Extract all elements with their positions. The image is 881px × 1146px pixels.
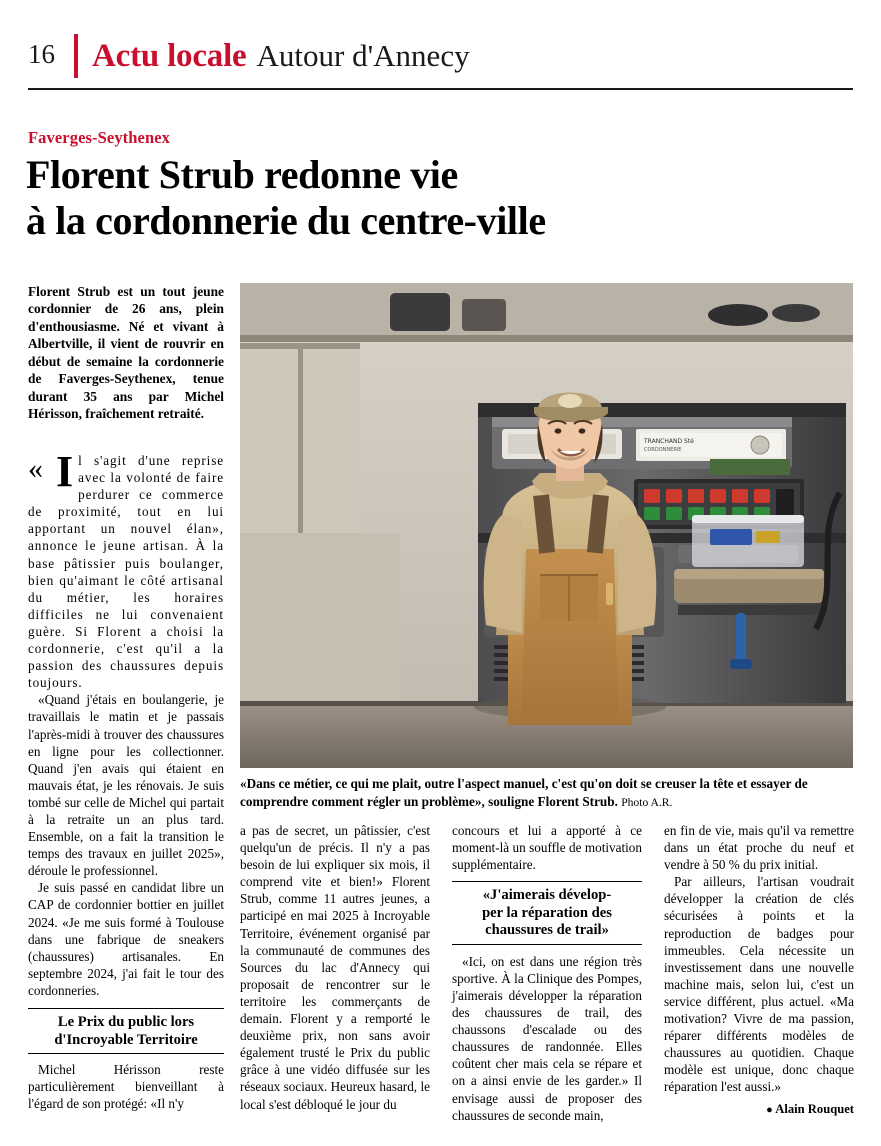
dropcap-paragraph-wrapper (28, 447, 224, 691)
subheading-line-2: per la réparation des (482, 904, 612, 921)
masthead (28, 30, 853, 82)
photo-caption-text: «Dans ce métier, ce qui me plait, outre l'aspect manuel, c'est qu'on doit se creuser la tête et essayer de comprendre comment régler un problème», souligne Florent Strub. (240, 776, 808, 809)
subheading-rule-bottom (452, 944, 642, 945)
paragraph: l s'agit d'une reprise avec la volonté de faire perdurer ce commerce de proximité, tout en lui apportant un nouvel élan», annonce le jeune artisan. À la base pâtissier puis boulanger, bien qu'aimant le côté artisanal du métier, les horaires difficiles ne lui convenaient guère. Si Florent a choisi la cordonnerie, c'est qu'il a la passion des chaussures depuis toujours. (28, 453, 224, 691)
subheading-text (452, 882, 642, 944)
article-photo (240, 283, 853, 768)
page-number: 16 (28, 38, 55, 69)
signature-bullet: ● (766, 1103, 773, 1116)
section-title: Actu locale (92, 37, 247, 74)
open-quote-mark: « (28, 452, 43, 485)
subheading-text (28, 1009, 224, 1053)
masthead-divider (74, 34, 78, 78)
article-headline (26, 152, 856, 245)
body-column-1 (28, 447, 224, 1112)
headline-line-1: Florent Strub redonne vie (26, 152, 458, 197)
signature-name: Alain Rouquet (775, 1101, 854, 1116)
subheading-line-2: d'Incroyable Territoire (54, 1031, 198, 1048)
svg-text:TRANCHAND Sté: TRANCHAND Sté (644, 438, 694, 445)
svg-text:CORDONNERIE: CORDONNERIE (644, 447, 682, 453)
photo-caption (240, 775, 853, 811)
paragraph: «Ici, on est dans une région très sportive. À la Clinique des Pompes, j'aimerais développer la réparation des chaussures de trail, des chaussons d'escalade ou des chaussures de randonnée. Elles coûtent cher mais cela se répare et on a ainsi envie de les garder.» Il envisage aussi de proposer des chaussures de seconde main, (452, 953, 642, 1123)
subheading-line-3: chaussures de trail» (485, 922, 609, 939)
photo-credit: Photo A.R. (621, 795, 673, 809)
subheading-prix-du-public (28, 1008, 224, 1054)
article-intro: Florent Strub est un tout jeune cordonnier de 26 ans, plein d'enthousiasme. Né et vivant à Albertville, il vient de rouvrir en début de semaine la cordonnerie de Faverges-Seythenex, tenue durant 35 ans par Michel Hérisson, fraîchement retraité. (28, 284, 224, 421)
body-column-2 (240, 822, 430, 1113)
headline-line-2: à la cordonnerie du centre-ville (26, 198, 546, 244)
paragraph: en fin de vie, mais qu'il va remettre dans un état proche du neuf et vendre à 50 % du prix initial. (664, 823, 854, 873)
masthead-bottom-rule (28, 88, 853, 90)
subheading-line-1: Le Prix du public lors (57, 1014, 195, 1030)
drop-cap: I (56, 447, 74, 496)
paragraph: Je suis passé en candidat libre un CAP de cordonnier bottier en juillet 2024. «Je me suis formé à Toulouse dans une fabrique de sneakers (chaussures) artisanales. En septembre 2024, j'ai fait le tour des cordonneries. (28, 880, 224, 998)
paragraph: «Quand j'étais en boulangerie, je travaillais le matin et je passais l'après-midi à trouver des chaussures en ligne pour les collectionner. Quand j'en avais qui étaient en mauvais état, je les rénovais. Je suis tombé sur celle de Michel qui partait à la retraite un an plus tard. Ensemble, on a fait la transition le temps des travaux en juillet 2025», déroule le professionnel. (28, 692, 224, 879)
body-column-3 (452, 822, 642, 1124)
paragraph: a pas de secret, un pâtissier, c'est quelqu'un de précis. Il n'y a pas besoin de lui expliquer six mois, il comprend vite et bien!» Florent Strub, comme 11 autres jeunes, a participé en mai 2025 à Incroyable Territoire, événement organisé par la communauté de communes des Sources du lac d'Annecy qui proposait de rencontrer sur le territoire les commerçants de demain. Florent y a remporté le deuxième prix, non sans avoir également trusté le Prix du public grâce à une vidéo diffusée sur les réseaux sociaux. Heureux hasard, le local s'est débloqué le jour du (240, 823, 430, 1112)
subheading-rule-bottom (28, 1053, 224, 1054)
article-signature (664, 1101, 854, 1117)
paragraph: Par ailleurs, l'artisan voudrait développer la création de clés sécurisées à points et la reproduction de badges pour immeubles. Cela nécessite un investissement dans une nouvelle machine mais, selon lui, c'est un service différent, plus actuel. «Ma motivation? Vivre de ma passion, réparer différents modèles de chaussures au quotidien. Chaque modèle est unique, donc chaque réparation l'est aussi.» (664, 874, 854, 1095)
article-kicker: Faverges-Seythenex (28, 128, 171, 147)
paragraph: Michel Hérisson reste particulièrement bienveillant à l'égard de son protégé: «Il n'y (28, 1062, 224, 1112)
body-column-4 (664, 822, 854, 1117)
subheading-trail (452, 881, 642, 945)
section-subtitle: Autour d'Annecy (256, 38, 470, 73)
subheading-line-1: «J'aimerais dévelop- (482, 887, 612, 904)
photo-illustration (240, 283, 853, 768)
paragraph: concours et lui a apporté à ce moment-là un souffle de motivation supplémentaire. (452, 823, 642, 873)
